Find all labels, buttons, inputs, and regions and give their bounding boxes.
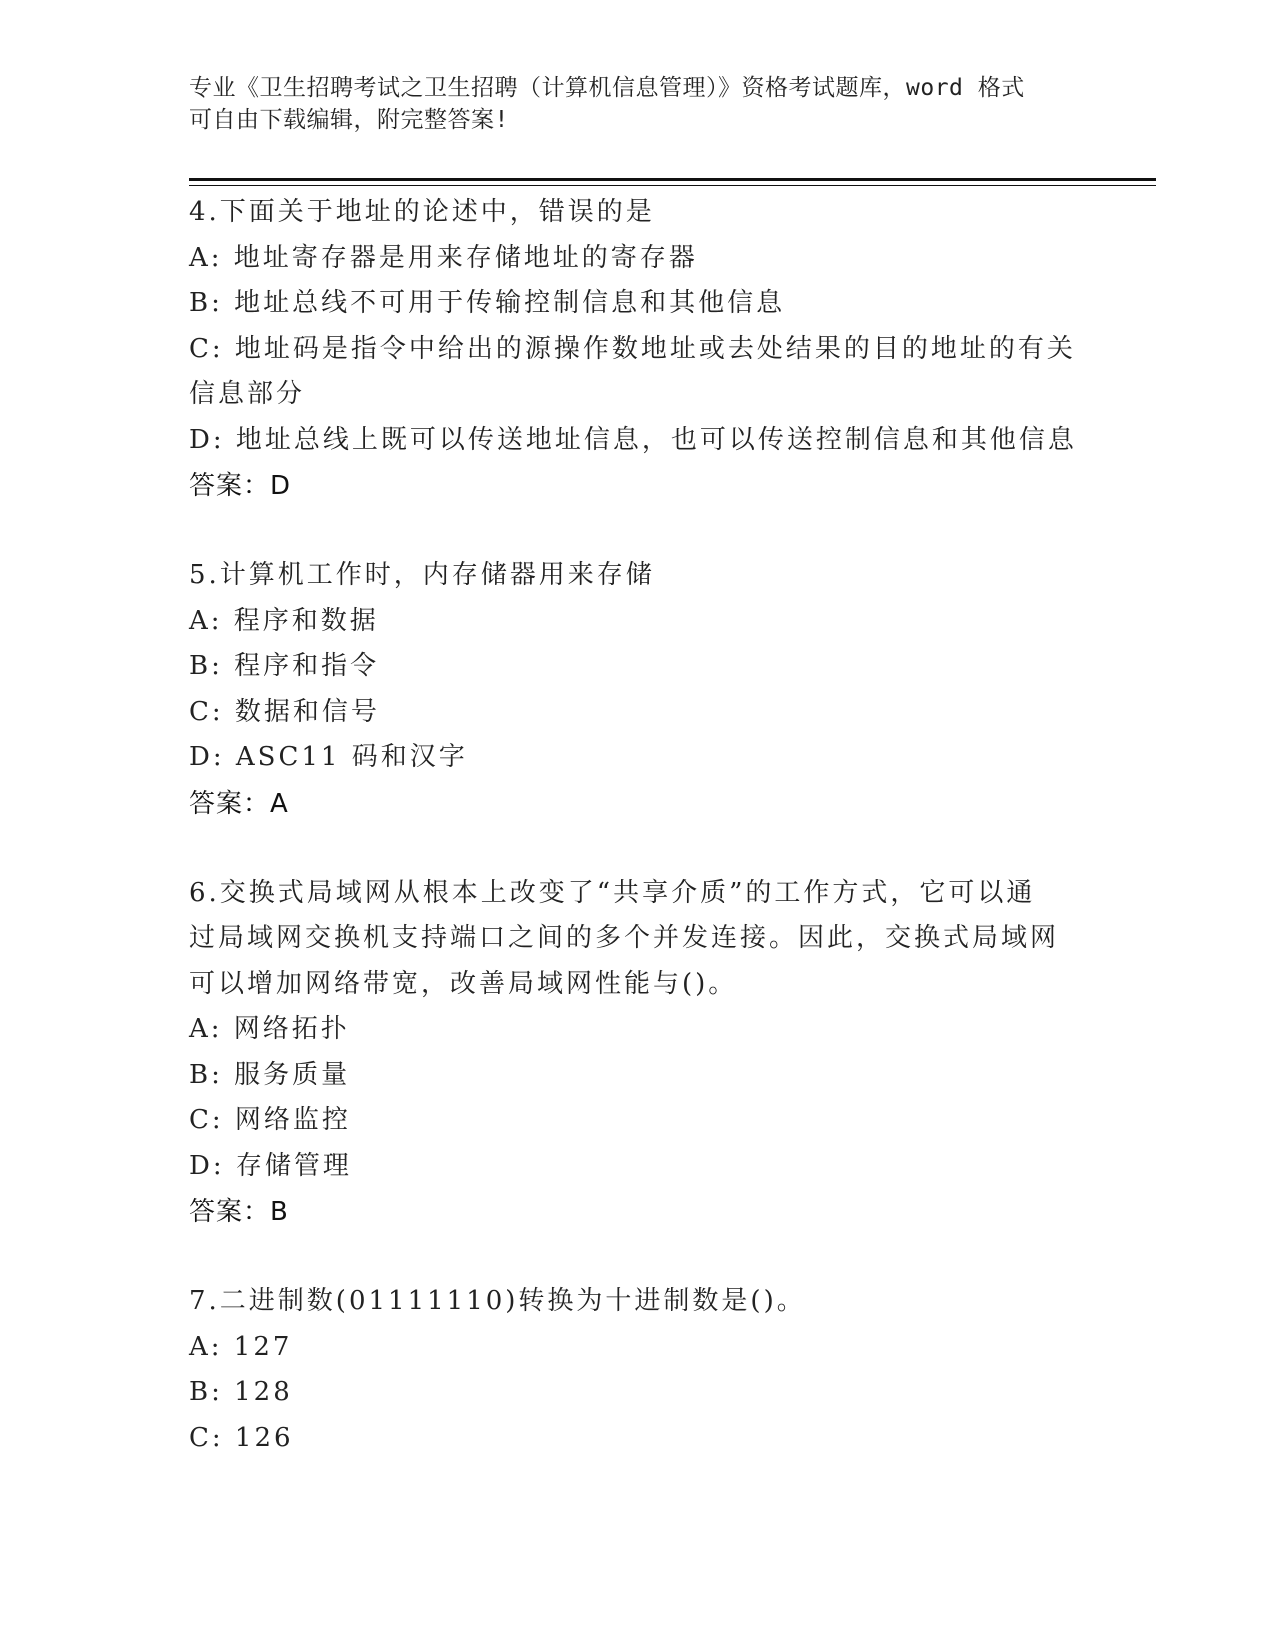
option-line: A: 127 xyxy=(189,1331,293,1362)
option-line: D: 存储管理 xyxy=(189,1150,352,1181)
answer-line: 答案：B xyxy=(189,1197,289,1227)
option-line: C: 126 xyxy=(189,1422,294,1453)
question-block xyxy=(189,190,1089,509)
option-line: B: 服务质量 xyxy=(189,1059,351,1090)
header-rule-thin xyxy=(189,185,1156,186)
answer-line: 答案：A xyxy=(189,788,289,819)
option-line: A: 地址寄存器是用来存储地址的寄存器 xyxy=(189,242,698,273)
header-rule-thick xyxy=(189,178,1156,181)
question-block xyxy=(189,1279,1089,1461)
option-line: B: 程序和指令 xyxy=(189,651,380,681)
option-line: C: 数据和信号 xyxy=(189,696,380,727)
question-block xyxy=(189,553,1089,827)
question-stem-line: 可以增加网络带宽，改善局域网性能与()。 xyxy=(189,968,738,999)
option-line: D: 地址总线上既可以传送地址信息，也可以传送控制信息和其他信息 xyxy=(189,424,1077,455)
header-line-2: 可自由下载编辑，附完整答案! xyxy=(189,107,509,133)
question-block xyxy=(189,871,1089,1236)
question-stem-line: 5.计算机工作时，内存储器用来存储 xyxy=(189,560,655,590)
option-line: A: 网络拓扑 xyxy=(189,1014,350,1044)
option-line: D: ASC11 码和汉字 xyxy=(189,742,468,772)
option-line: B: 地址总线不可用于传输控制信息和其他信息 xyxy=(189,288,786,318)
header-line-1: 专业《卫生招聘考试之卫生招聘（计算机信息管理）》资格考试题库，word 格式 xyxy=(189,75,1025,101)
option-line: B: 128 xyxy=(189,1377,293,1407)
question-stem-line: 过局域网交换机支持端口之间的多个并发连接。因此，交换式局域网 xyxy=(189,923,1060,953)
option-line: A: 程序和数据 xyxy=(189,605,379,636)
question-stem-line: 7.二进制数(01111110)转换为十进制数是()。 xyxy=(189,1286,806,1316)
option-line: C: 地址码是指令中给出的源操作数地址或去处结果的目的地址的有关 xyxy=(189,333,1076,364)
question-stem-line: 6.交换式局域网从根本上改变了“共享介质”的工作方式，它可以通 xyxy=(189,877,1036,908)
option-line: C: 网络监控 xyxy=(189,1105,351,1135)
answer-line: 答案：D xyxy=(189,471,292,501)
question-list xyxy=(189,190,1089,1505)
question-stem-line: 4.下面关于地址的论述中，错误的是 xyxy=(189,197,655,227)
option-line: 信息部分 xyxy=(189,379,306,409)
document-header xyxy=(189,72,1089,136)
